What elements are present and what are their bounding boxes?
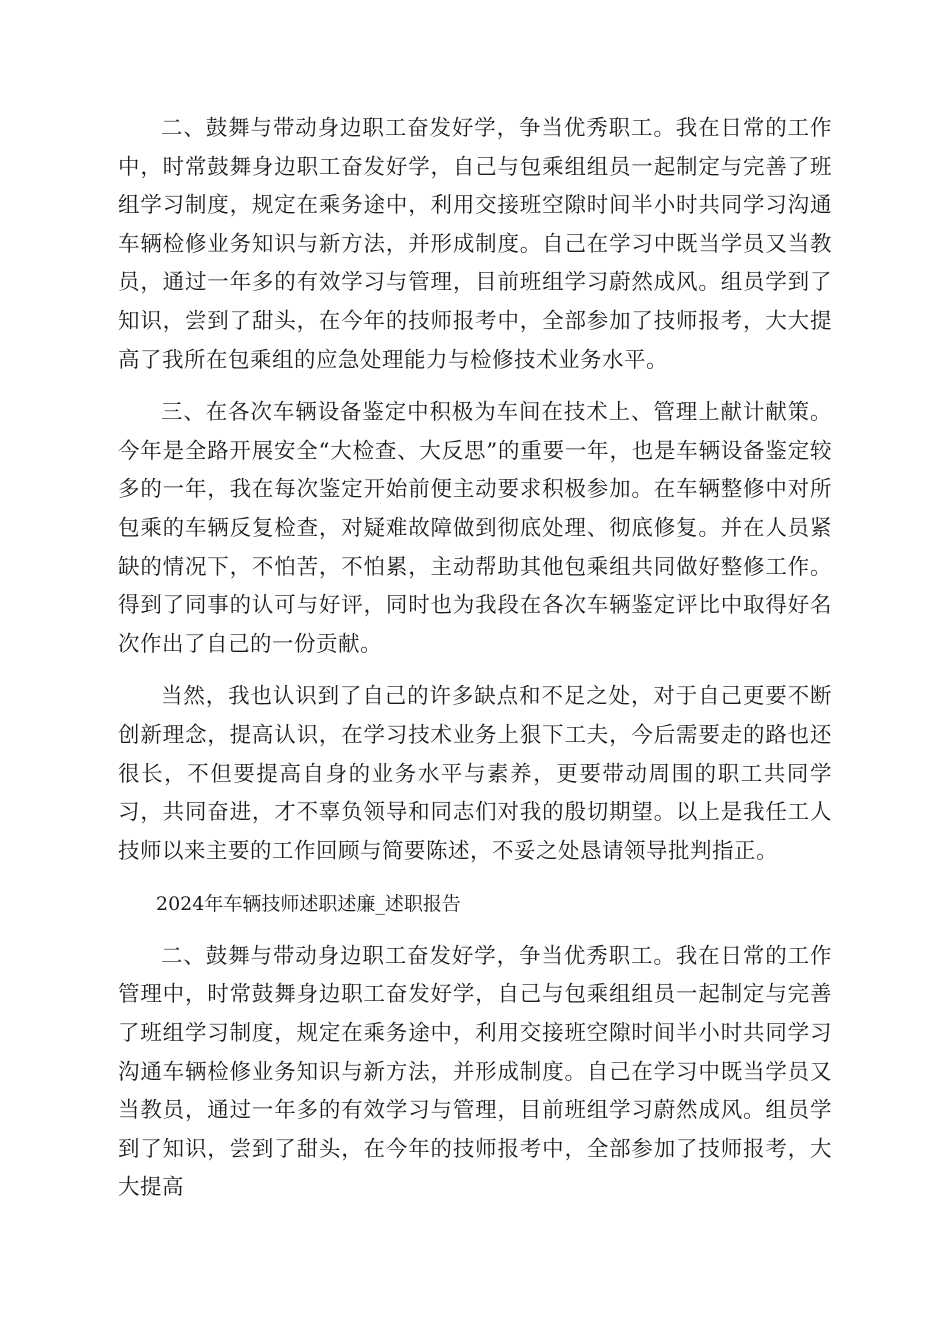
section-title: 2024年车辆技师述职述廉_述职报告 [156,893,461,916]
paragraph-conclusion: 当然，我也认识到了自己的许多缺点和不足之处，对于自己更要不断创新理念，提高认识，在学习技术业务上狠下工夫，今后需要走的路也还很长，不但要提高自身的业务水平与素养，更要带动周围的职工共同学习，共同奋进，才不辜负领导和同志们对我的殷切期望。以上是我任工人技师以来主要的工作回顾与简要陈述，不妥之处恳请领导批判指正。 [118,684,832,864]
document-body [118,110,832,1222]
paragraph-repeated-section: 二、鼓舞与带动身边职工奋发好学，争当优秀职工。我在日常的工作管理中，时常鼓舞身边职工奋发好学，自己与包乘组组员一起制定与完善了班组学习制度，规定在乘务途中，利用交接班空隙时间半小时共同学习沟通车辆检修业务知识与新方法，并形成制度。自己在学习中既当学员又当教员，通过一年多的有效学习与管理，目前班组学习蔚然成风。组员学到了知识，尝到了甜头，在今年的技师报考中，全部参加了技师报考，大大提高 [118,943,832,1201]
paragraph-encourage-colleagues: 二、鼓舞与带动身边职工奋发好学，争当优秀职工。我在日常的工作中，时常鼓舞身边职工奋发好学，自己与包乘组组员一起制定与完善了班组学习制度，规定在乘务途中，利用交接班空隙时间半小时共同学习沟通车辆检修业务知识与新方法，并形成制度。自己在学习中既当学员又当教员，通过一年多的有效学习与管理，目前班组学习蔚然成风。组员学到了知识，尝到了甜头，在今年的技师报考中，全部参加了技师报考，大大提高了我所在包乘组的应急处理能力与检修技术业务水平。 [118,116,832,373]
paragraph-equipment-appraisal: 三、在各次车辆设备鉴定中积极为车间在技术上、管理上献计献策。今年是全路开展安全“大检查、大反思”的重要一年，也是车辆设备鉴定较多的一年，我在每次鉴定开始前便主动要求积极参加。在车辆整修中对所包乘的车辆反复检查，对疑难故障做到彻底处理、彻底修复。并在人员紧缺的情况下，不怕苦，不怕累，主动帮助其他包乘组共同做好整修工作。得到了同事的认可与好评，同时也为我段在各次车辆鉴定评比中取得好名次作出了自己的一份贡献。 [118,400,832,657]
